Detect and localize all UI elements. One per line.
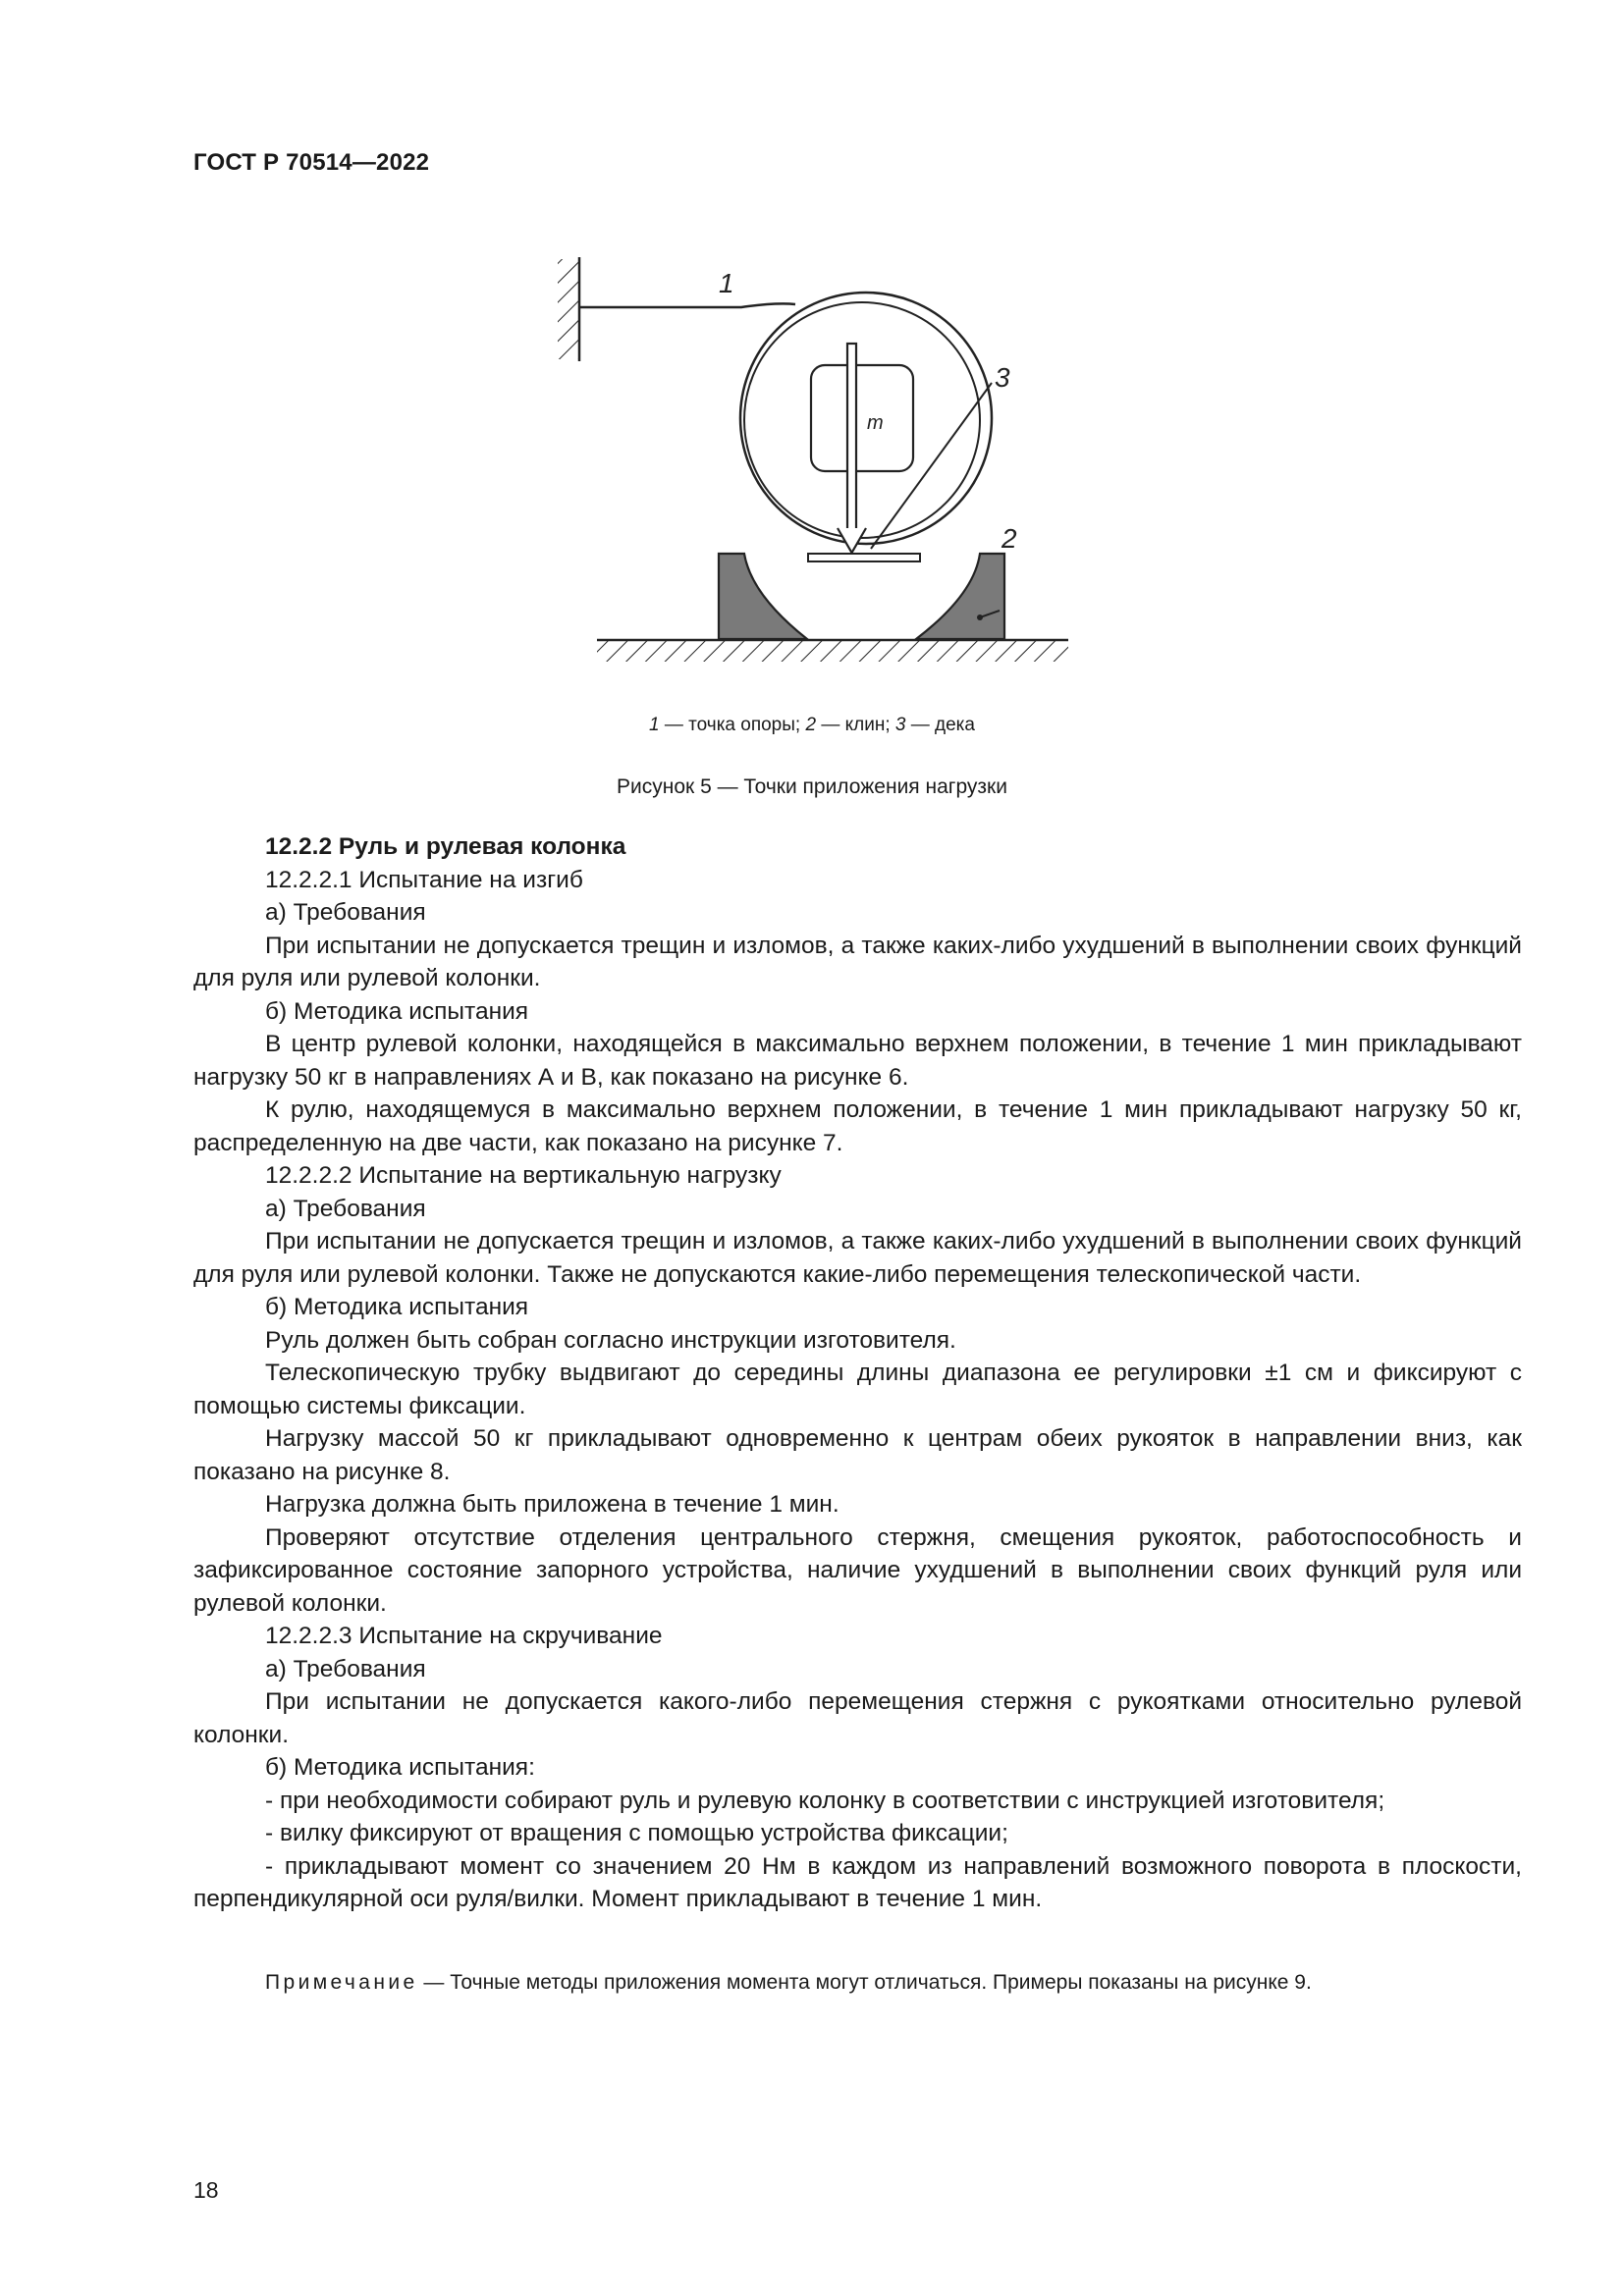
subsection-heading: 12.2.2.2 Испытание на вертикальную нагрузку — [265, 1162, 782, 1189]
legend-text-3: — дека — [905, 715, 975, 735]
load-points-diagram — [550, 251, 1139, 693]
list-item: - прикладывают момент со значением 20 Нм в каждом из направлений возможного поворота в плоскости, перпендикулярной оси руля/вилки. Момент прикладывают в течение 1 мин. — [193, 1852, 1522, 1912]
paragraph: Проверяют отсутствие отделения центрального стержня, смещения рукояток, работоспособность и зафиксированное состояние запорного устройства, наличие ухудшений в выполнении своих функций руля или рулевой колонки. — [193, 1523, 1522, 1617]
support-cord — [579, 303, 795, 307]
list-item: - вилку фиксируют от вращения с помощью устройства фиксации; — [265, 1820, 1008, 1846]
document-header: ГОСТ Р 70514—2022 — [193, 149, 430, 176]
paragraph: б) Методика испытания — [265, 1294, 529, 1320]
paragraph: При испытании не допускается трещин и изломов, а также каких-либо ухудшений в выполнении своих функций для руля или рулевой колонки. — [193, 932, 1522, 991]
paragraph: При испытании не допускается какого-либо перемещения стержня с рукоятками относительно рулевой колонки. — [193, 1688, 1522, 1748]
page-number: 18 — [193, 2177, 219, 2203]
mass-label: m — [867, 412, 884, 434]
paragraph: Нагрузка должна быть приложена в течение 1 мин. — [265, 1491, 839, 1518]
paragraph: При испытании не допускается трещин и изломов, а также каких-либо ухудшений в выполнении своих функций для руля или рулевой колонки. Также не допускаются какие-либо перемещения телескопической части. — [193, 1228, 1522, 1288]
paragraph: б) Методика испытания: — [265, 1754, 535, 1781]
callout-1: 1 — [719, 268, 734, 298]
wedge-left — [719, 554, 807, 639]
subsection-heading: 12.2.2.3 Испытание на скручивание — [265, 1623, 663, 1649]
section-12-2-2 — [193, 830, 1522, 1916]
subsection-heading: 12.2.2.1 Испытание на изгиб — [265, 866, 583, 893]
paragraph: К рулю, находящемуся в максимально верхнем положении, в течение 1 мин прикладывают нагрузку 50 кг, распределенную на две части, как показано на рисунке 7. — [193, 1096, 1522, 1156]
floor — [597, 640, 1068, 662]
wall-support — [558, 257, 579, 361]
paragraph: а) Требования — [265, 1655, 426, 1682]
paragraph: Телескопическую трубку выдвигают до середины длины диапазона ее регулировки ±1 см и фиксируют с помощью системы фиксации. — [193, 1360, 1522, 1419]
callout-2: 2 — [1001, 523, 1017, 554]
deck-plate — [808, 554, 920, 561]
paragraph: В центр рулевой колонки, находящейся в максимально верхнем положении, в течение 1 мин прикладывают нагрузку 50 кг в направлениях А и В, как показано на рисунке 6. — [193, 1031, 1522, 1091]
figure-caption: Рисунок 5 — Точки приложения нагрузки — [617, 775, 1007, 798]
legend-text-2: — клин; — [816, 715, 895, 735]
wedge-right — [916, 554, 1004, 639]
legend-num-1: 1 — [649, 715, 660, 735]
note — [193, 1968, 1522, 1998]
legend-num-3: 3 — [894, 715, 906, 735]
paragraph: Нагрузку массой 50 кг прикладывают одновременно к центрам обеих рукояток в направлении вниз, как показано на рисунке 8. — [193, 1425, 1522, 1485]
section-heading: 12.2.2 Руль и рулевая колонка — [265, 833, 626, 860]
legend-text-1: — точка опоры; — [659, 715, 806, 735]
paragraph: а) Требования — [265, 899, 426, 926]
list-item: - при необходимости собирают руль и рулевую колонку в соответствии с инструкцией изготовителя; — [265, 1787, 1385, 1814]
note-label: Примечание — [265, 1971, 418, 1994]
legend-num-2: 2 — [805, 715, 817, 735]
note-text: — Точные методы приложения момента могут отличаться. Примеры показаны на рисунке 9. — [417, 1971, 1312, 1994]
paragraph: а) Требования — [265, 1195, 426, 1222]
figure-legend — [0, 715, 1624, 736]
callout-3: 3 — [995, 362, 1010, 393]
mass-block — [811, 365, 913, 471]
paragraph: б) Методика испытания — [265, 997, 529, 1025]
paragraph: Руль должен быть собран согласно инструкции изготовителя. — [265, 1326, 956, 1354]
figure-5 — [550, 251, 1139, 693]
